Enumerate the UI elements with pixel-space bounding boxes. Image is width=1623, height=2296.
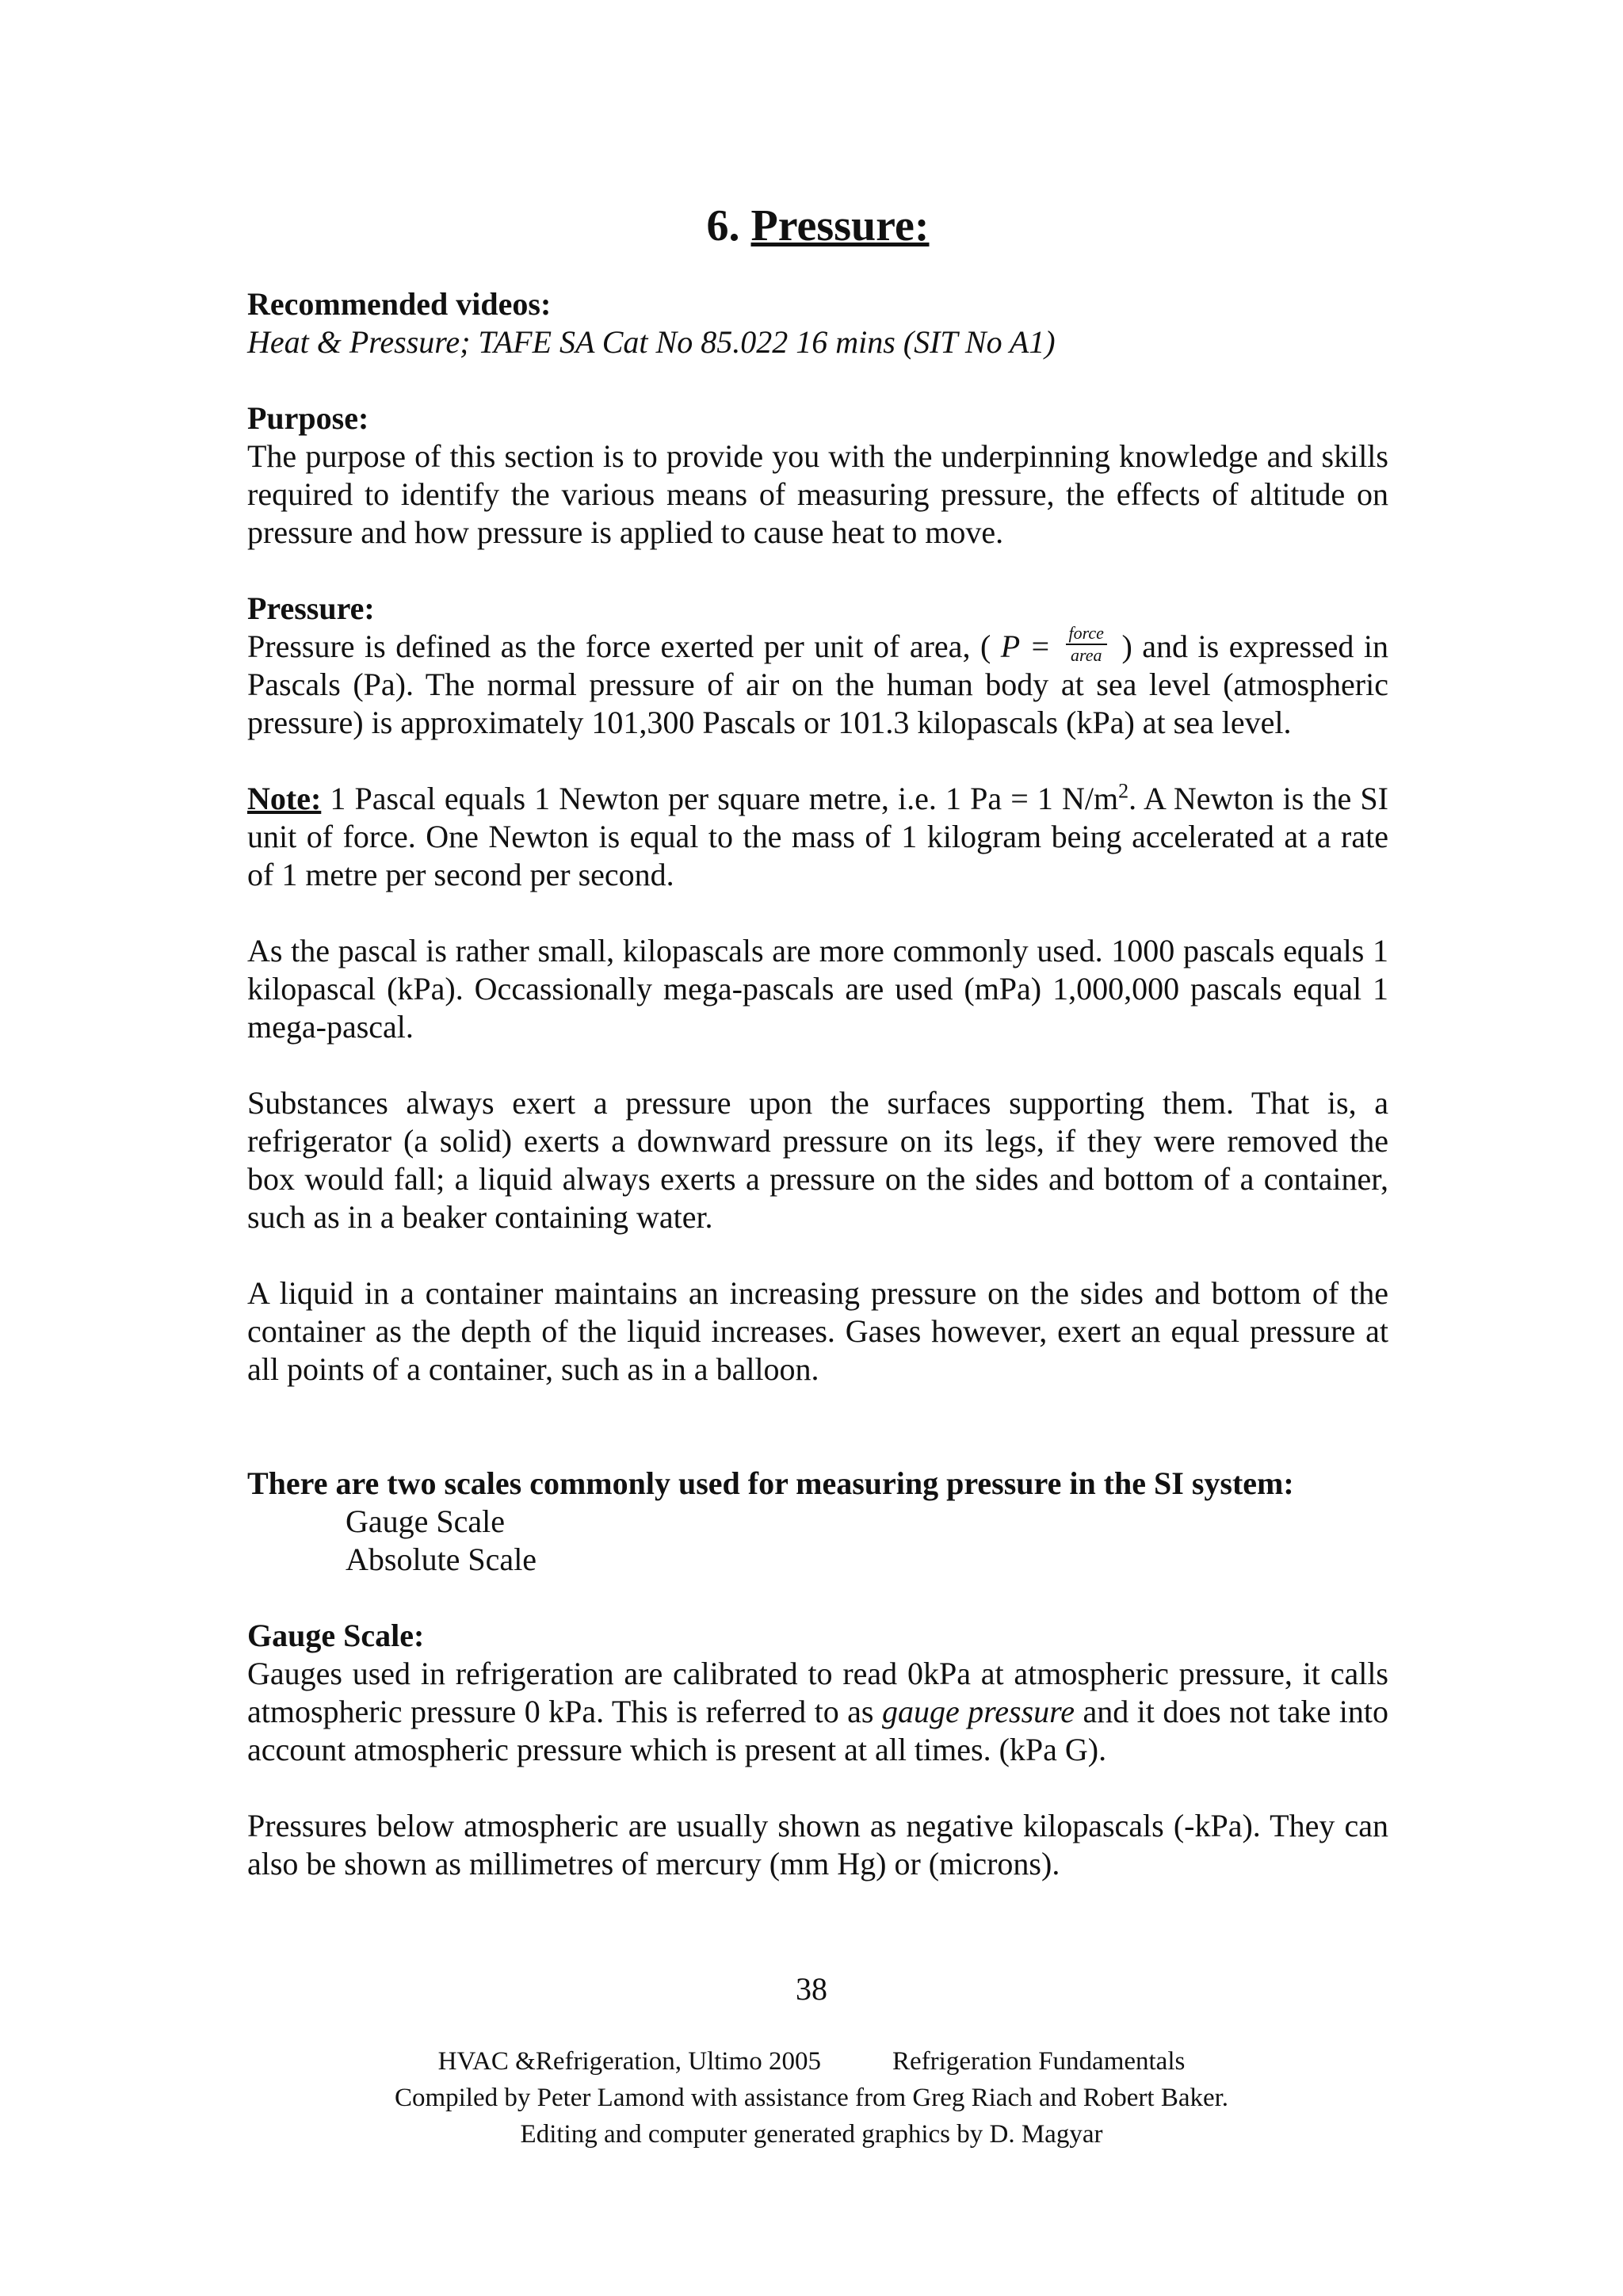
footer-line-1: HVAC &Refrigeration, Ultimo 2005 Refrigeration Fundamentals — [437, 2047, 1186, 2076]
footer — [0, 2043, 1623, 2153]
formula-numerator: force — [1066, 623, 1107, 645]
gauge-pressure-term: gauge pressure — [881, 1694, 1075, 1729]
document-body — [247, 198, 1388, 1883]
purpose-heading: Purpose: — [247, 400, 369, 436]
video-item: Heat & Pressure; TAFE SA Cat No 85.022 16 mins (SIT No A1) — [247, 324, 1056, 360]
footer-line-2: Compiled by Peter Lamond with assistance from Greg Riach and Robert Baker. — [394, 2084, 1229, 2112]
scale-item-gauge: Gauge Scale — [346, 1503, 506, 1539]
footer-line-3: Editing and computer generated graphics by D. Magyar — [520, 2120, 1103, 2149]
superscript-two: 2 — [1118, 779, 1129, 803]
formula-denominator: area — [1070, 644, 1102, 665]
section-number: 6. — [706, 201, 740, 250]
kilopascal-paragraph: As the pascal is rather small, kilopascals are more commonly used. 1000 pascals equals 1 kilopascal (kPa). Occassionally mega-pascals are used (mPa) 1,000,000 pascals equal 1 mega-pascal. — [247, 933, 1388, 1045]
section-title: Pressure: — [750, 201, 930, 250]
gauge-heading: Gauge Scale: — [247, 1618, 425, 1653]
page-title — [247, 198, 1388, 254]
note-label: Note: — [247, 781, 322, 816]
pressure-definition: Pressure is defined as the force exerted per unit of area, ( P = $\frac{\text{force}}{\text{area}}$ ) and is expressed in Pascals (Pa). The normal pressure of air on the human body at sea level (atmospheric pressure) is approximately 101,300 Pascals or 101.3 kilopascals (kPa) at sea level. — [247, 622, 1389, 740]
page-number: 38 — [796, 1971, 827, 2007]
liquid-paragraph: A liquid in a container maintains an increasing pressure on the sides and bottom of the container as the depth of the liquid increases. Gases however, exert an equal pressure at all points of a container, such as in a balloon. — [247, 1275, 1388, 1387]
note-paragraph: Note: 1 Pascal equals 1 Newton per square metre, i.e. 1 Pa = 1 $N/m^2$. A Newton is the SI unit of force. One Newton is equal to the mass of 1 kilogram being accelerated at a rate of 1 metre per second per second. — [247, 779, 1389, 892]
formula-fraction — [1066, 623, 1107, 666]
purpose-text: The purpose of this section is to provide you with the underpinning knowledge and skills required to identify the various means of measuring pressure, the effects of altitude on pressure and how pressure is applied to cause heat to move. — [247, 438, 1388, 550]
scale-item-absolute: Absolute Scale — [346, 1541, 537, 1577]
formula-lhs: P = — [1000, 628, 1052, 664]
below-atmospheric-paragraph: Pressures below atmospheric are usually shown as negative kilopascals (-kPa). They can also be shown as millimetres of mercury (mm Hg) or (microns). — [247, 1808, 1388, 1881]
gauge-paragraph: Gauges used in refrigeration are calibrated to read 0kPa at atmospheric pressure, it calls atmospheric pressure 0 kPa. This is referred to as gauge pressure and it does not take into account atmospheric pressure which is present at all times. (kPa G). — [247, 1656, 1388, 1767]
videos-heading: Recommended videos: — [247, 286, 552, 322]
pressure-heading: Pressure: — [247, 590, 375, 626]
scales-heading: There are two scales commonly used for measuring pressure in the SI system: — [247, 1465, 1294, 1501]
substances-paragraph: Substances always exert a pressure upon the surfaces supporting them. That is, a refrigerator (a solid) exerts a downward pressure on its legs, if they were removed the box would fall; a liquid always exerts a pressure on the sides and bottom of a container, such as in a beaker containing water. — [247, 1085, 1388, 1235]
